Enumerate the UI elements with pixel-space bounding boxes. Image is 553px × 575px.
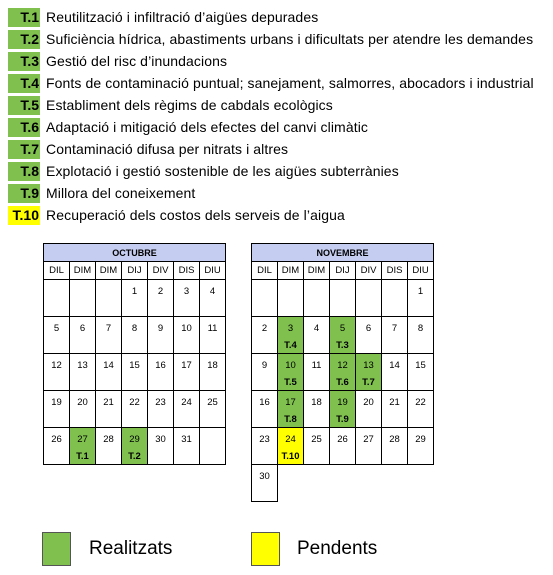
calendar-week [252, 317, 434, 354]
theme-item [8, 138, 553, 160]
day-number: 24 [181, 397, 192, 408]
weekday-header: DIS [382, 262, 408, 280]
calendar-day [356, 391, 382, 428]
calendar-day [122, 354, 148, 391]
day-number: 10 [285, 360, 296, 371]
theme-code: T.5 [8, 96, 40, 115]
calendar-day [70, 354, 96, 391]
day-number: 30 [259, 471, 270, 482]
theme-item [8, 50, 553, 72]
calendar-day [148, 391, 174, 428]
day-number: 15 [129, 360, 140, 371]
calendar-empty-day [200, 428, 226, 465]
calendar-day [200, 391, 226, 428]
day-theme-tag: T.6 [336, 377, 349, 388]
calendar-day [330, 391, 356, 428]
calendar-day [70, 391, 96, 428]
day-number: 11 [207, 323, 218, 334]
theme-code: T.2 [8, 30, 40, 49]
day-number: 1 [417, 286, 424, 297]
day-theme-tag: T.2 [128, 451, 141, 462]
day-number: 9 [261, 360, 268, 371]
calendar-day [174, 391, 200, 428]
calendar-day [148, 428, 174, 465]
calendar-day [382, 391, 408, 428]
day-number: 17 [285, 397, 296, 408]
theme-item [8, 94, 553, 116]
calendar-week [252, 465, 434, 502]
calendar-empty-day [252, 280, 278, 317]
day-number: 27 [363, 434, 374, 445]
day-theme-tag: T.1 [76, 451, 89, 462]
calendar-week [252, 391, 434, 428]
weekday-header: DIU [200, 262, 226, 280]
calendar-october [43, 243, 226, 465]
day-number: 11 [311, 360, 322, 371]
calendar-day [408, 317, 434, 354]
calendar-day [330, 317, 356, 354]
weekday-header: DIM [278, 262, 304, 280]
calendar-day [356, 354, 382, 391]
calendar-day [122, 428, 148, 465]
day-number: 3 [183, 286, 190, 297]
calendar-day [252, 465, 278, 502]
day-number: 24 [285, 434, 296, 445]
calendar-day [278, 391, 304, 428]
calendar-week [252, 354, 434, 391]
day-number: 22 [415, 397, 426, 408]
theme-item [8, 204, 553, 226]
calendar-week [44, 280, 226, 317]
day-number: 29 [415, 434, 426, 445]
theme-item [8, 182, 553, 204]
day-number: 9 [157, 323, 164, 334]
day-number: 25 [311, 434, 322, 445]
weekday-header: DIM [96, 262, 122, 280]
day-theme-tag: T.10 [281, 451, 300, 462]
day-number: 29 [129, 434, 140, 445]
day-number: 21 [103, 397, 114, 408]
calendar-day [148, 354, 174, 391]
calendar-day [174, 280, 200, 317]
weekday-header: DIM [70, 262, 96, 280]
calendar-week [252, 280, 434, 317]
calendar-week [44, 354, 226, 391]
theme-description: Explotació i gestió sostenible de les aigües subterrànies [46, 163, 399, 179]
calendar-week [44, 391, 226, 428]
calendar-day [304, 317, 330, 354]
legend-done-swatch [42, 532, 71, 566]
calendar-day [200, 280, 226, 317]
calendar-day [148, 317, 174, 354]
day-number: 23 [259, 434, 270, 445]
calendar-november [251, 243, 434, 502]
day-number: 28 [389, 434, 400, 445]
day-number: 21 [389, 397, 400, 408]
day-theme-tag: T.9 [336, 414, 349, 425]
day-number: 30 [155, 434, 166, 445]
day-number: 19 [337, 397, 348, 408]
calendar-day [382, 317, 408, 354]
calendar-day [278, 428, 304, 465]
weekday-header: DIL [44, 262, 70, 280]
day-number: 10 [181, 323, 192, 334]
theme-description: Gestió del risc d’inundacions [46, 53, 228, 69]
calendar-day [122, 317, 148, 354]
theme-code: T.9 [8, 184, 40, 203]
weekday-header: DIU [408, 262, 434, 280]
theme-description: Adaptació i mitigació dels efectes del canvi climàtic [46, 119, 369, 135]
day-number: 14 [389, 360, 400, 371]
calendar-day [252, 354, 278, 391]
legend-pending-label: Pendents [297, 538, 378, 559]
weekday-header: DIJ [122, 262, 148, 280]
day-number: 16 [259, 397, 270, 408]
calendar-day [356, 317, 382, 354]
calendar-day [148, 280, 174, 317]
calendar-day [252, 428, 278, 465]
legend-done-label: Realitzats [89, 538, 173, 559]
calendar-day [408, 354, 434, 391]
calendar-day [382, 428, 408, 465]
day-number: 13 [77, 360, 88, 371]
theme-description: Establiment dels règims de cabdals ecològics [46, 97, 333, 113]
calendar-empty-day [96, 280, 122, 317]
weekday-header: DIM [304, 262, 330, 280]
calendar-day [44, 317, 70, 354]
day-number: 13 [363, 360, 374, 371]
calendar-day [200, 354, 226, 391]
theme-description: Reutilització i infiltració d’aigües depurades [46, 9, 319, 25]
day-theme-tag: T.4 [284, 340, 297, 351]
day-number: 12 [51, 360, 62, 371]
calendar-empty-day [278, 280, 304, 317]
day-number: 4 [313, 323, 320, 334]
theme-code: T.7 [8, 140, 40, 159]
day-number: 17 [181, 360, 192, 371]
day-number: 6 [79, 323, 86, 334]
calendar-day [278, 354, 304, 391]
theme-code: T.6 [8, 118, 40, 137]
calendar-day [122, 280, 148, 317]
day-number: 7 [391, 323, 398, 334]
calendar-week [44, 428, 226, 465]
calendar-day [174, 317, 200, 354]
calendar-day [382, 354, 408, 391]
weekday-header: DIJ [330, 262, 356, 280]
day-number: 18 [311, 397, 322, 408]
day-number: 27 [77, 434, 88, 445]
weekday-header: DIV [148, 262, 174, 280]
day-number: 16 [155, 360, 166, 371]
theme-code: T.1 [8, 8, 40, 27]
theme-item [8, 72, 553, 94]
theme-code: T.3 [8, 52, 40, 71]
day-number: 28 [103, 434, 114, 445]
calendar-empty-day [382, 280, 408, 317]
calendar-day [304, 354, 330, 391]
calendar-day [44, 391, 70, 428]
calendar-day [96, 391, 122, 428]
day-theme-tag: T.7 [362, 377, 375, 388]
day-number: 1 [131, 286, 138, 297]
calendar-day [252, 391, 278, 428]
day-number: 12 [337, 360, 348, 371]
day-number: 22 [129, 397, 140, 408]
calendar-day [44, 428, 70, 465]
day-number: 6 [365, 323, 372, 334]
calendar-day [304, 391, 330, 428]
theme-list [8, 6, 553, 226]
calendar-day [330, 354, 356, 391]
day-number: 5 [339, 323, 346, 334]
calendar-day [330, 428, 356, 465]
calendar-empty-day [356, 280, 382, 317]
calendar-month-title: NOVEMBRE [252, 244, 434, 262]
day-theme-tag: T.3 [336, 340, 349, 351]
day-number: 2 [157, 286, 164, 297]
day-number: 2 [261, 323, 268, 334]
calendar-week [44, 317, 226, 354]
theme-item [8, 160, 553, 182]
theme-code: T.8 [8, 162, 40, 181]
calendar-day [408, 391, 434, 428]
calendar-empty-day [70, 280, 96, 317]
day-number: 23 [155, 397, 166, 408]
calendar-day [252, 317, 278, 354]
calendar-day [356, 428, 382, 465]
theme-code: T.4 [8, 74, 40, 93]
theme-item [8, 28, 553, 50]
weekday-header: DIL [252, 262, 278, 280]
theme-code: T.10 [8, 206, 40, 225]
day-number: 31 [181, 434, 192, 445]
calendar-empty-day [44, 280, 70, 317]
calendar-empty-day [330, 280, 356, 317]
calendar-day [70, 317, 96, 354]
calendar-day [174, 354, 200, 391]
calendar-day [96, 317, 122, 354]
day-number: 18 [207, 360, 218, 371]
legend-pending-swatch [251, 532, 280, 566]
theme-item [8, 6, 553, 28]
calendar-day [96, 428, 122, 465]
calendar-day [96, 354, 122, 391]
day-number: 25 [207, 397, 218, 408]
theme-description: Contaminació difusa per nitrats i altres [46, 141, 289, 157]
day-number: 20 [363, 397, 374, 408]
calendar-day [174, 428, 200, 465]
day-number: 19 [51, 397, 62, 408]
calendar-day [70, 428, 96, 465]
calendar-empty-day [304, 280, 330, 317]
calendar-day [408, 280, 434, 317]
day-number: 26 [337, 434, 348, 445]
day-number: 7 [105, 323, 112, 334]
day-number: 26 [51, 434, 62, 445]
day-number: 14 [103, 360, 114, 371]
day-number: 8 [417, 323, 424, 334]
day-number: 4 [209, 286, 216, 297]
theme-description: Suficiència hídrica, abastiments urbans i dificultats per atendre les demandes [46, 31, 534, 47]
day-number: 5 [53, 323, 60, 334]
calendar-day [408, 428, 434, 465]
calendar-day [304, 428, 330, 465]
theme-description: Fonts de contaminació puntual; sanejament, salmorres, abocadors i industrial [46, 75, 534, 91]
weekday-header: DIS [174, 262, 200, 280]
theme-description: Recuperació dels costos dels serveis de l’aigua [46, 207, 345, 223]
day-number: 3 [287, 323, 294, 334]
calendar-month-title: OCTUBRE [44, 244, 226, 262]
calendar-day [278, 317, 304, 354]
calendar-day [122, 391, 148, 428]
day-number: 15 [415, 360, 426, 371]
day-number: 8 [131, 323, 138, 334]
calendar-day [200, 317, 226, 354]
day-number: 20 [77, 397, 88, 408]
day-theme-tag: T.5 [284, 377, 297, 388]
day-theme-tag: T.8 [284, 414, 297, 425]
theme-item [8, 116, 553, 138]
calendar-week [252, 428, 434, 465]
weekday-header: DIV [356, 262, 382, 280]
theme-description: Millora del coneixement [46, 185, 196, 201]
calendar-day [44, 354, 70, 391]
